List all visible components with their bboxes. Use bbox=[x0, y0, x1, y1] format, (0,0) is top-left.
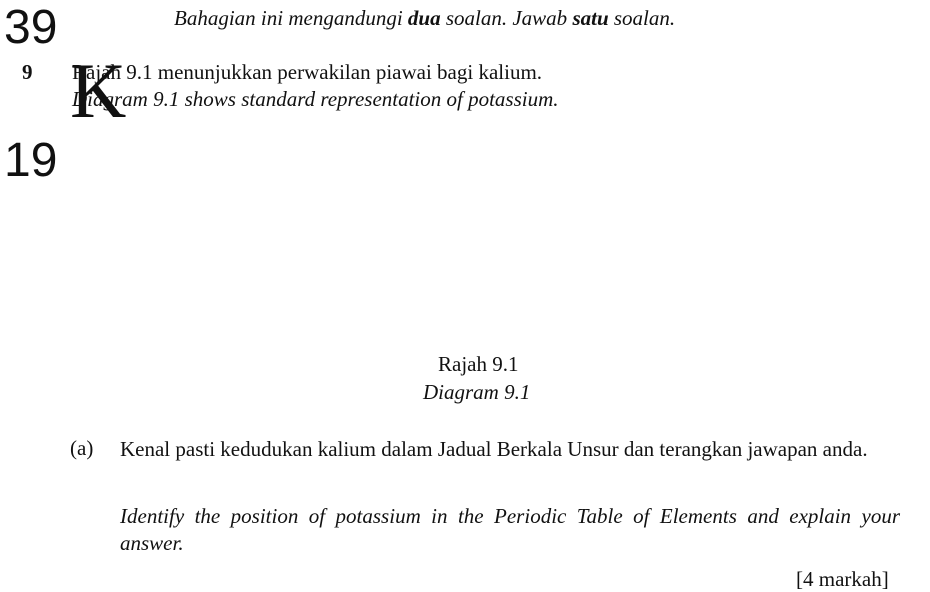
part-a-text-english: Identify the position of potassium in the Periodic Table of Elements and explain your answer. bbox=[120, 504, 900, 555]
instruction-text-3: soalan. bbox=[608, 6, 676, 30]
element-symbol: K bbox=[70, 47, 127, 134]
instruction-text-2: soalan. Jawab bbox=[440, 6, 573, 30]
section-instruction bbox=[174, 6, 675, 31]
instruction-text-1: Bahagian ini mengandungi bbox=[174, 6, 408, 30]
question-number: 9 bbox=[22, 60, 33, 84]
mass-number: 39 bbox=[4, 1, 58, 54]
diagram-caption-english: Diagram 9.1 bbox=[423, 380, 531, 404]
instruction-bold-satu: satu bbox=[572, 6, 609, 30]
question-stem-english: Diagram 9.1 shows standard representation of potassium. bbox=[72, 87, 559, 111]
marks-allocation: [4 markah] bbox=[796, 567, 889, 591]
part-a-label: (a) bbox=[70, 436, 94, 460]
part-a-text-malay: Kenal pasti kedudukan kalium dalam Jadual Berkala Unsur dan terangkan jawapan anda. bbox=[120, 437, 868, 461]
instruction-bold-dua: dua bbox=[407, 6, 441, 30]
diagram-caption-malay: Rajah 9.1 bbox=[438, 352, 519, 376]
atomic-number: 19 bbox=[4, 134, 58, 187]
question-stem-malay: Rajah 9.1 menunjukkan perwakilan piawai bagi kalium. bbox=[72, 60, 543, 84]
